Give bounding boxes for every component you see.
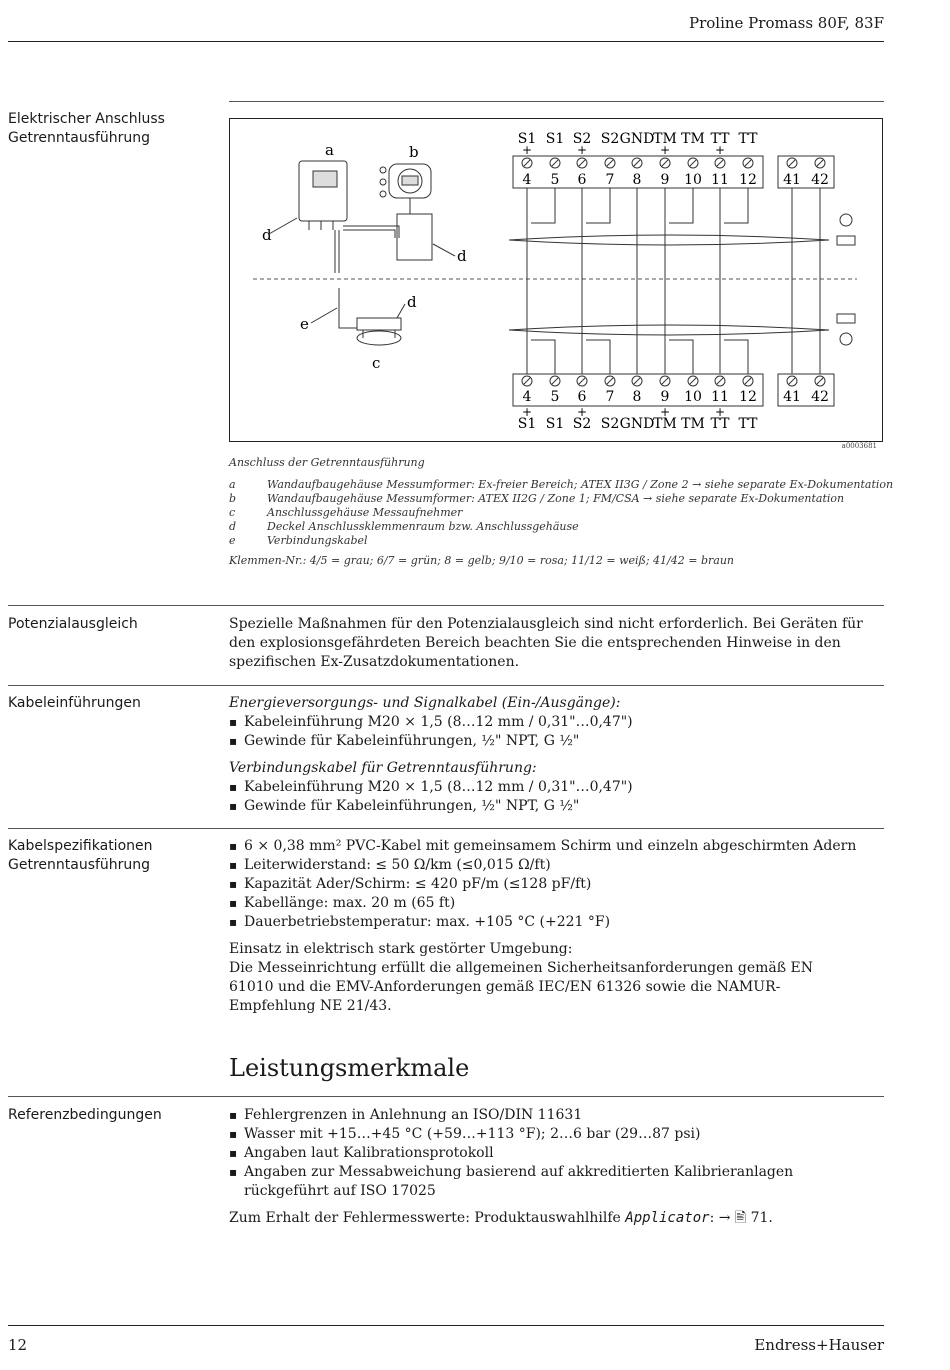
terminal-screw-slot [634,160,640,166]
cable-spec-note-title: Einsatz in elektrisch stark gestörter Umgebung: [229,941,573,957]
wire-pair-bottom [531,340,555,374]
terminal-screw-slot [524,378,530,384]
legend-row-b: b Wandaufbaugehäuse Messumformer: ATEX II2G / Zone 1; FM/CSA → siehe separate Ex-Dokumentation [229,492,845,505]
terminal-label-bottom: S1 [517,416,537,432]
terminal-number-bottom: 5 [550,389,560,405]
applicator-link[interactable]: Applicator [625,1210,710,1226]
figure-letter-d-right: d [457,247,467,265]
legend-row-d: d Deckel Anschlussklemmenraum bzw. Anschlussgehäuse [229,520,579,533]
terminal-label-top: S2 [572,131,592,147]
terminal-screw-slot [690,378,696,384]
terminal-screw-slot [817,160,823,166]
terminal-screw-slot [717,378,723,384]
section-rule [8,1096,884,1097]
terminal-number-bottom: 11 [711,389,729,405]
sensor-housing-c [339,288,401,345]
cable-entries-content [229,694,884,816]
terminal-label-top: TM [681,131,705,147]
cable-entries-group1-title: Energieversorgungs- und Signalkabel (Ein-/Ausgänge): [229,695,621,711]
section-heading-performance: Leistungsmerkmale [229,1054,470,1082]
legend-row-c: c Anschlussgehäuse Messaufnehmer [229,506,463,519]
plus-sign-top: + [521,143,533,157]
list-item: ▪ Gewinde für Kabeleinführungen, ½" NPT, G ½" [229,797,884,816]
list-item: ▪ Angaben zur Messabweichung basierend auf akkreditierten Kalibrieranlagen rückgeführt auf ISO 17025 [229,1163,854,1201]
cable-shield-top [509,235,829,245]
terminal-number-bottom: 12 [739,389,757,405]
legend-row-a: a Wandaufbaugehäuse Messumformer: Ex-freier Bereich; ATEX II3G / Zone 2 → siehe separate Ex-Dokumentation [229,478,894,491]
list-item: ▪ Gewinde für Kabeleinführungen, ½" NPT, G ½" [229,732,884,751]
terminal-number-top: 10 [684,172,702,188]
plus-sign-bottom: + [714,405,726,419]
wire-pair-top [724,188,748,223]
legend-row-e: e Verbindungskabel [229,534,368,547]
wall-housing-a [299,161,399,273]
terminal-number-bottom: 42 [811,389,829,405]
wire-pair-top [669,188,693,223]
terminal-label-top: S2 [600,131,620,147]
terminal-number-bottom: 10 [684,389,702,405]
figure-letter-a: a [325,141,334,159]
cable-spec-note-text: Die Messeinrichtung erfüllt die allgemeinen Sicherheitsanforderungen gemäß EN 61010 und die EMV-Anforderungen gemäß IEC/EN 61326 sowie die NAMUR-Empfehlung NE 21/43. [229,960,814,1014]
terminal-label-top: TM [653,131,677,147]
document-header-title: Proline Promass 80F, 83F [688,14,884,32]
terminal-number-bottom: 8 [632,389,642,405]
terminal-label-bottom: TM [681,416,705,432]
terminal-screw-slot [745,378,751,384]
terminal-label-bottom: TT [738,416,758,432]
list-item: ▪ Kabellänge: max. 20 m (65 ft) [229,894,884,913]
footer-rule [8,1325,884,1326]
terminal-label-bottom: S2 [572,416,592,432]
cable-spec-content [229,837,884,1016]
figure-code: a0003681 [841,442,877,450]
terminal-label-bottom: S2 [600,416,620,432]
terminal-screw-slot [524,160,530,166]
list-item: ▪ Kabeleinführung M20 × 1,5 (8…12 mm / 0,31"…0,47") [229,713,884,732]
wall-housing-b [380,164,432,260]
shield-clamp-icon [837,314,855,323]
terminal-label-bottom: GND [619,416,655,432]
terminal-label-top: S1 [517,131,537,147]
section-label-potential: Potenzialausgleich [8,616,138,632]
terminal-screw-slot [634,378,640,384]
terminal-label-top: TT [738,131,758,147]
terminal-screw-slot [789,160,795,166]
wire-pair-top [531,188,555,223]
terminal-number-top: 5 [550,172,560,188]
section-label-cable-spec: Kabelspezifikationen Getrenntausführung [8,838,153,873]
section-label-reference: Referenzbedingungen [8,1107,162,1123]
list-item: ▪ Angaben laut Kalibrationsprotokoll [229,1144,884,1163]
terminal-label-bottom: TT [710,416,730,432]
list-item: ▪ Fehlergrenzen in Anlehnung an ISO/DIN 11631 [229,1106,884,1125]
list-item: ▪ 6 × 0,38 mm² PVC-Kabel mit gemeinsamem Schirm und einzeln abgeschirmten Adern [229,837,884,856]
figure-letter-c: c [372,354,381,372]
figure-legend [229,478,893,548]
list-item: ▪ Kabeleinführung M20 × 1,5 (8…12 mm / 0,31"…0,47") [229,778,884,797]
terminal-screw-slot [789,378,795,384]
figure-letter-b: b [409,143,419,161]
plus-sign-bottom: + [521,405,533,419]
terminal-number-bottom: 4 [522,389,532,405]
plus-sign-top: + [714,143,726,157]
terminal-number-bottom: 6 [577,389,587,405]
terminal-number-top: 12 [739,172,757,188]
list-item: ▪ Leiterwiderstand: ≤ 50 Ω/km (≤0,015 Ω/ft) [229,856,884,875]
plus-sign-bottom: + [576,405,588,419]
wire-pair-bottom [724,340,748,374]
terminal-number-top: 9 [660,172,670,188]
figure-letter-e: e [300,315,309,333]
terminal-label-bottom: TM [653,416,677,432]
wiring-diagram [229,118,883,450]
wire-pair-top [586,188,610,223]
reference-content [229,1106,884,1228]
section-label-cable-entries: Kabeleinführungen [8,695,141,711]
list-item: ▪ Dauerbetriebstemperatur: max. +105 °C (+221 °F) [229,913,884,932]
terminal-number-top: 11 [711,172,729,188]
cable-shield-bottom [509,325,829,335]
terminal-colors: Klemmen-Nr.: 4/5 = grau; 6/7 = grün; 8 = gelb; 9/10 = rosa; 11/12 = weiß; 41/42 = braun [229,554,734,567]
terminal-number-bottom: 41 [783,389,801,405]
terminal-screw-slot [579,160,585,166]
terminal-number-bottom: 9 [660,389,670,405]
terminal-number-top: 41 [783,172,801,188]
section-rule [8,828,884,829]
earth-icon [840,333,852,345]
terminal-number-top: 4 [522,172,532,188]
terminal-screw-slot [745,160,751,166]
list-item: ▪ Wasser mit +15…+45 °C (+59…+113 °F); 2…6 bar (29…87 psi) [229,1125,884,1144]
plus-sign-top: + [659,143,671,157]
terminal-screw-slot [607,160,613,166]
terminal-label-top: S1 [545,131,565,147]
terminal-label-bottom: S1 [545,416,565,432]
terminal-label-top: GND [619,131,655,147]
terminal-screw-slot [552,160,558,166]
terminal-number-top: 42 [811,172,829,188]
terminal-screw-slot [690,160,696,166]
terminal-screw-slot [662,378,668,384]
terminal-screw-slot [552,378,558,384]
terminal-number-top: 6 [577,172,587,188]
terminal-number-top: 8 [632,172,642,188]
shield-clamp-icon [837,236,855,245]
terminal-label-top: TT [710,131,730,147]
reference-note: Zum Erhalt der Fehlermesswerte: Produktauswahlhilfe Applicator: → 🖹 71. [229,1210,773,1226]
terminal-screw-slot [607,378,613,384]
wire-pair-bottom [586,340,610,374]
cable-entries-group2-title: Verbindungskabel für Getrenntausführung: [229,760,537,776]
section-rule [8,605,884,606]
terminal-screw-slot [817,378,823,384]
page-number: 12 [8,1336,28,1354]
header-rule [8,41,884,42]
terminal-blocks [509,131,855,432]
terminal-screw-slot [662,160,668,166]
plus-sign-top: + [576,143,588,157]
terminal-number-top: 7 [605,172,615,188]
section-rule [8,685,884,686]
plus-sign-bottom: + [659,405,671,419]
terminal-screw-slot [717,160,723,166]
footer-brand: Endress+Hauser [754,1336,884,1354]
section-label-electrical: Elektrischer Anschluss Getrenntausführung [8,111,165,146]
potential-text: Spezielle Maßnahmen für den Potenzialausgleich sind nicht erforderlich. Bei Geräten für den explosionsgefährdeten Bereich beachten Sie die entsprechenden Hinweise in den spezifischen Ex-Zusatzdokumentationen. [229,616,863,670]
wire-pair-bottom [669,340,693,374]
figure-letter-d-lower: d [407,293,417,311]
terminal-screw-slot [579,378,585,384]
figure-caption: Anschluss der Getrenntausführung [229,456,425,469]
list-item: ▪ Kapazität Ader/Schirm: ≤ 420 pF/m (≤128 pF/ft) [229,875,884,894]
earth-icon [840,214,852,226]
terminal-number-bottom: 7 [605,389,615,405]
figure-letter-d-left: d [262,226,272,244]
section-rule [229,101,884,102]
